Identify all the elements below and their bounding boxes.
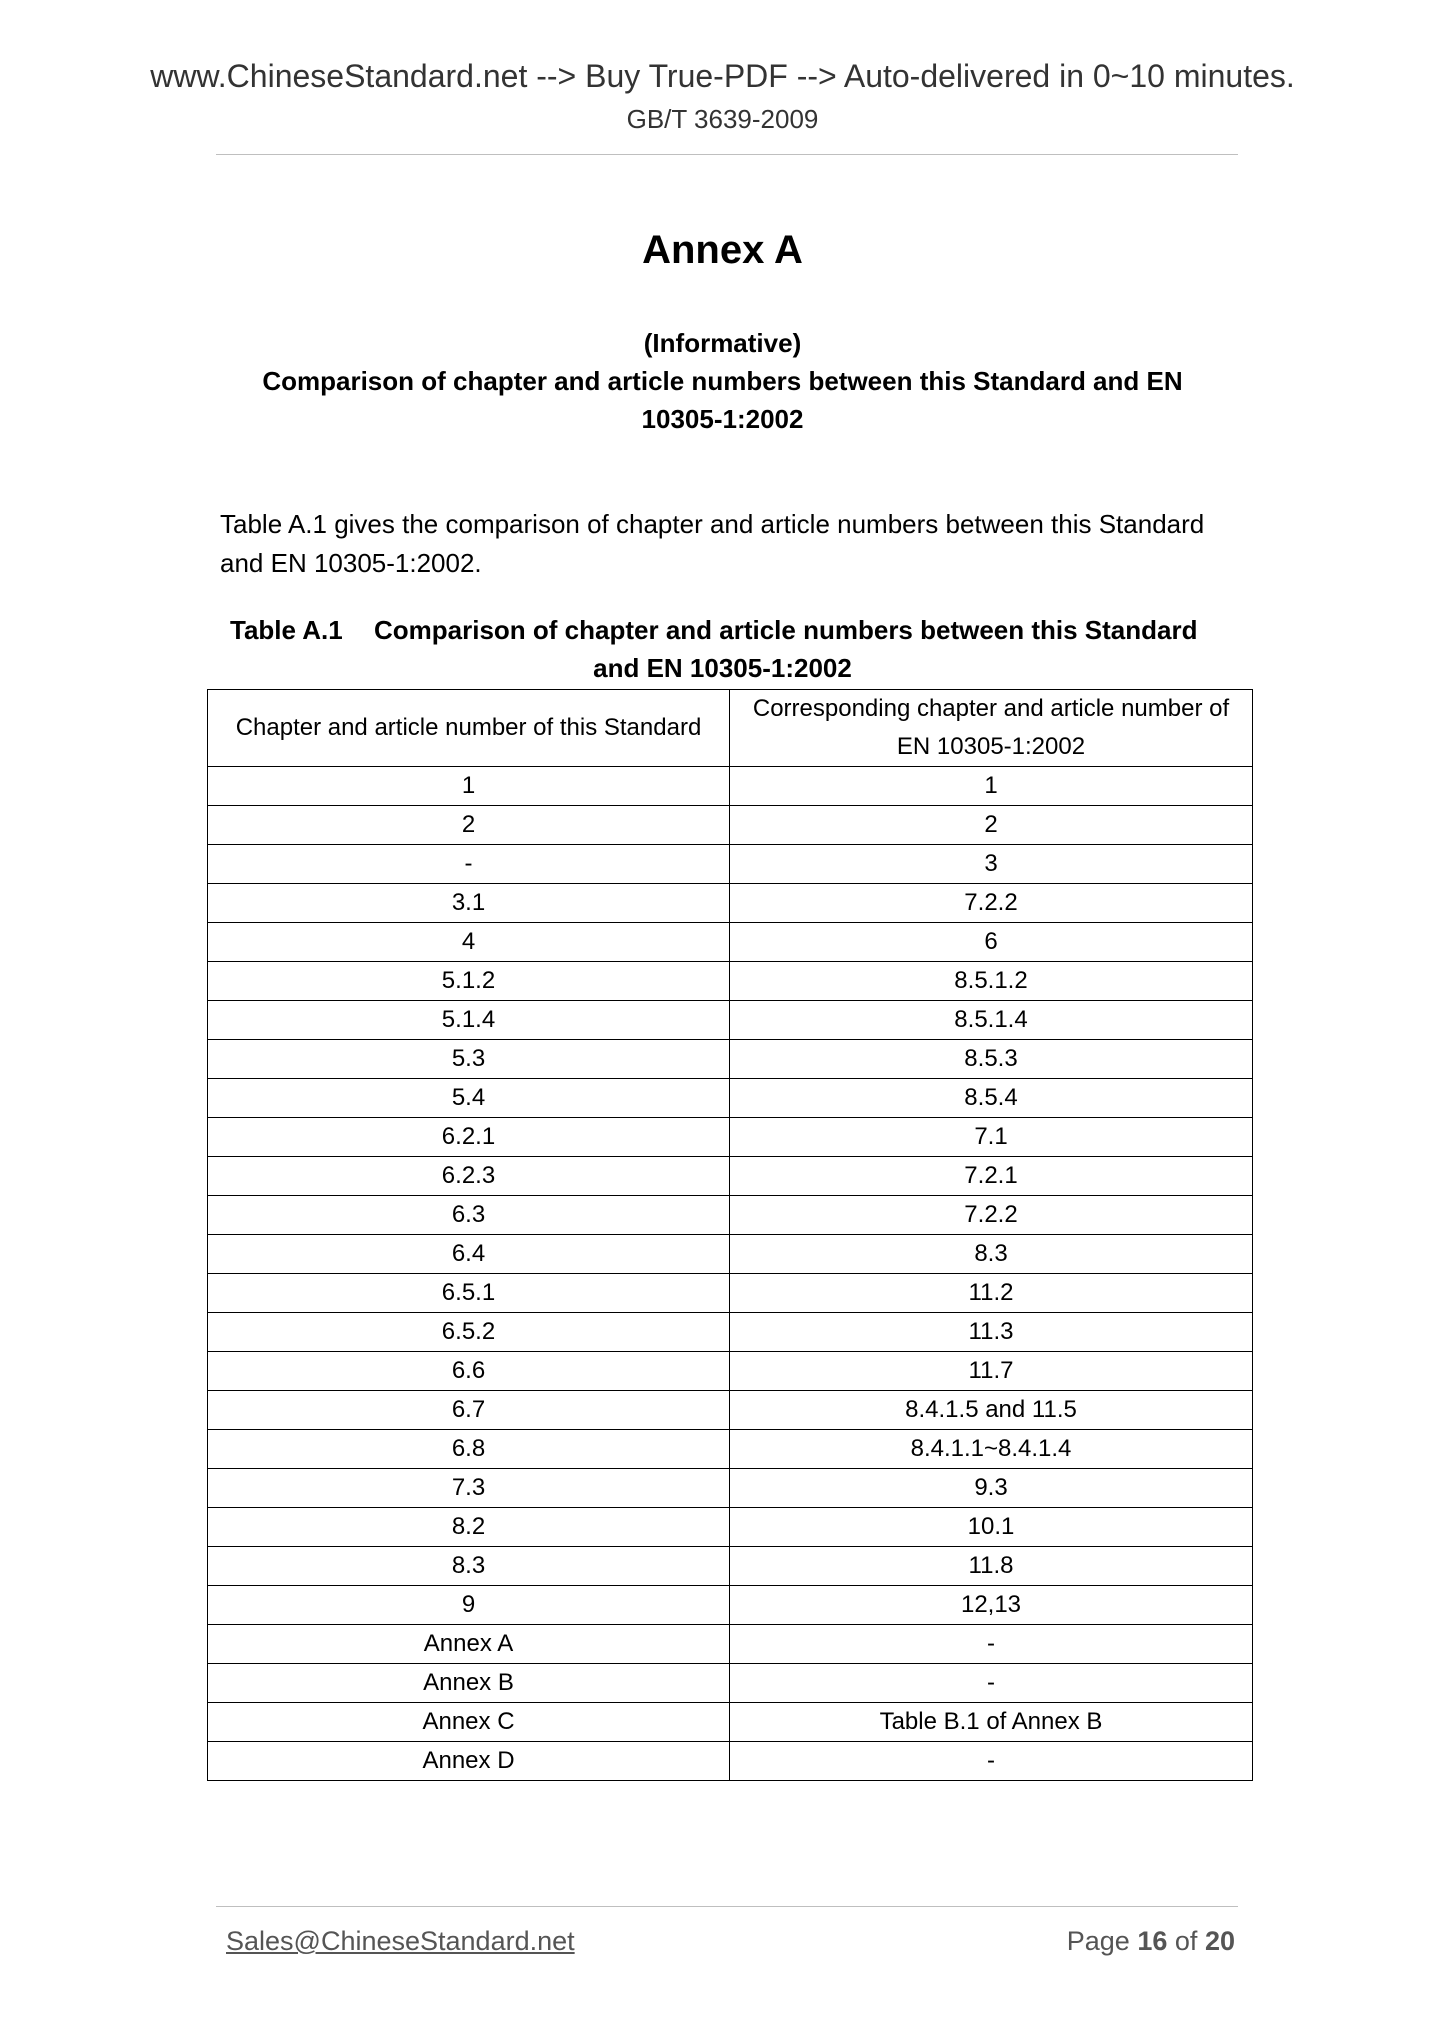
table-row (208, 1079, 1253, 1118)
standard-number-cell: 8.3 (208, 1547, 730, 1586)
standard-number-cell: 1 (208, 767, 730, 806)
annex-heading-line1: Comparison of chapter and article numbers between this Standard and EN (262, 366, 1183, 396)
standard-number-cell: Annex A (208, 1625, 730, 1664)
en-number-cell: - (730, 1742, 1253, 1781)
standard-number-cell: 4 (208, 923, 730, 962)
table-row (208, 845, 1253, 884)
table-row (208, 1157, 1253, 1196)
table-row (208, 1040, 1253, 1079)
standard-number-cell: 5.3 (208, 1040, 730, 1079)
standard-number-cell: 7.3 (208, 1469, 730, 1508)
table-row (208, 806, 1253, 845)
standard-number-cell: - (208, 845, 730, 884)
table-row (208, 1469, 1253, 1508)
page-of: of (1174, 1926, 1198, 1956)
page-current: 16 (1137, 1926, 1168, 1956)
table-row (208, 1703, 1253, 1742)
table-row (208, 1001, 1253, 1040)
table-row (208, 1118, 1253, 1157)
en-number-cell: 11.3 (730, 1313, 1253, 1352)
standard-code: GB/T 3639-2009 (626, 104, 819, 134)
standard-number-cell: 6.3 (208, 1196, 730, 1235)
en-number-cell: 2 (730, 806, 1253, 845)
standard-number-cell: 6.7 (208, 1391, 730, 1430)
table-caption-line2: and EN 10305-1:2002 (593, 653, 852, 683)
header-divider (216, 154, 1238, 155)
table-row (208, 1547, 1253, 1586)
standard-number-cell: 5.1.2 (208, 962, 730, 1001)
comparison-table (207, 689, 1253, 1781)
standard-number-cell: Annex B (208, 1664, 730, 1703)
sales-email-link[interactable]: Sales@ChineseStandard.net (226, 1926, 575, 1956)
en-number-cell: - (730, 1625, 1253, 1664)
table-row (208, 923, 1253, 962)
table-caption-label: Table A.1 (230, 615, 343, 645)
table-row (208, 1274, 1253, 1313)
col2-header-line2: EN 10305-1:2002 (896, 733, 1086, 760)
footer-divider (216, 1906, 1238, 1907)
col2-header-line1: Corresponding chapter and article number of (752, 695, 1230, 722)
page-prefix: Page (1066, 1926, 1130, 1956)
standard-number-cell: 3.1 (208, 884, 730, 923)
en-number-cell: 7.2.1 (730, 1157, 1253, 1196)
page-indicator (1067, 1926, 1235, 1957)
standard-number-cell: 6.5.1 (208, 1274, 730, 1313)
en-number-cell: 11.7 (730, 1352, 1253, 1391)
table-row (208, 884, 1253, 923)
annex-type: (Informative) (643, 328, 802, 358)
standard-number-cell: 6.4 (208, 1235, 730, 1274)
en-number-cell: 6 (730, 923, 1253, 962)
table-row (208, 1235, 1253, 1274)
table-row (208, 1313, 1253, 1352)
table-caption-text: Comparison of chapter and article numbers between this Standard (374, 615, 1198, 645)
table-row (208, 1196, 1253, 1235)
en-number-cell: 8.4.1.1~8.4.1.4 (730, 1430, 1253, 1469)
standard-number-cell: 9 (208, 1586, 730, 1625)
standard-number-cell: 2 (208, 806, 730, 845)
en-number-cell: 1 (730, 767, 1253, 806)
col1-header: Chapter and article number of this Standard (208, 690, 730, 767)
annex-heading-line2: 10305-1:2002 (641, 404, 804, 434)
standard-number-cell: 6.8 (208, 1430, 730, 1469)
standard-number-cell: Annex C (208, 1703, 730, 1742)
table-row (208, 1508, 1253, 1547)
table-header-row (208, 690, 1253, 767)
en-number-cell: 7.2.2 (730, 884, 1253, 923)
en-number-cell: 8.5.3 (730, 1040, 1253, 1079)
intro-paragraph: Table A.1 gives the comparison of chapter and article numbers between this Standard and EN 10305-1:2002. (220, 509, 1205, 578)
en-number-cell: - (730, 1664, 1253, 1703)
standard-number-cell: 6.2.1 (208, 1118, 730, 1157)
en-number-cell: 8.4.1.5 and 11.5 (730, 1391, 1253, 1430)
table-row (208, 1352, 1253, 1391)
en-number-cell: 7.2.2 (730, 1196, 1253, 1235)
table-row (208, 1391, 1253, 1430)
table-row (208, 1586, 1253, 1625)
table-row (208, 962, 1253, 1001)
en-number-cell: 12,13 (730, 1586, 1253, 1625)
en-number-cell: 10.1 (730, 1508, 1253, 1547)
standard-number-cell: Annex D (208, 1742, 730, 1781)
en-number-cell: 11.8 (730, 1547, 1253, 1586)
table-row (208, 1742, 1253, 1781)
en-number-cell: Table B.1 of Annex B (730, 1703, 1253, 1742)
table-body (208, 767, 1253, 1781)
table-row (208, 1664, 1253, 1703)
en-number-cell: 11.2 (730, 1274, 1253, 1313)
annex-title: Annex A (642, 228, 803, 272)
col2-header (730, 690, 1253, 767)
page-total: 20 (1204, 1926, 1235, 1956)
standard-number-cell: 6.6 (208, 1352, 730, 1391)
table-row (208, 767, 1253, 806)
en-number-cell: 8.5.1.4 (730, 1001, 1253, 1040)
header-banner: www.ChineseStandard.net --> Buy True-PDF --> Auto-delivered in 0~10 minutes. (150, 58, 1295, 94)
en-number-cell: 7.1 (730, 1118, 1253, 1157)
en-number-cell: 8.5.1.2 (730, 962, 1253, 1001)
en-number-cell: 9.3 (730, 1469, 1253, 1508)
standard-number-cell: 5.4 (208, 1079, 730, 1118)
en-number-cell: 3 (730, 845, 1253, 884)
standard-number-cell: 6.5.2 (208, 1313, 730, 1352)
standard-number-cell: 6.2.3 (208, 1157, 730, 1196)
en-number-cell: 8.3 (730, 1235, 1253, 1274)
table-row (208, 1430, 1253, 1469)
en-number-cell: 8.5.4 (730, 1079, 1253, 1118)
standard-number-cell: 5.1.4 (208, 1001, 730, 1040)
standard-number-cell: 8.2 (208, 1508, 730, 1547)
table-row (208, 1625, 1253, 1664)
